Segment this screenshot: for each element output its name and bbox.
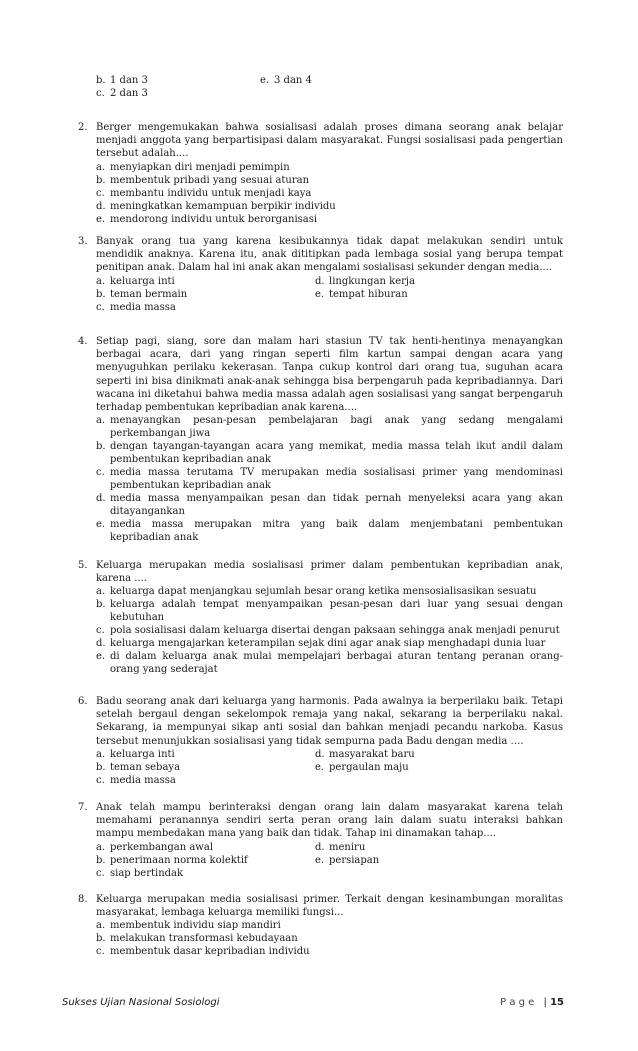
option-text: menyiapkan diri menjadi pemimpin [110, 161, 290, 173]
question-1-tail [78, 74, 563, 100]
question-number: 7. [78, 802, 88, 813]
question-2 [78, 121, 563, 226]
option-text: 2 dan 3 [110, 88, 148, 99]
option [96, 518, 563, 544]
option [96, 932, 563, 945]
option-row [96, 774, 563, 787]
option-letter: e. [315, 854, 325, 866]
option-letter: a. [96, 841, 106, 853]
question-number: 2. [78, 122, 88, 133]
question-options [96, 585, 563, 676]
option-letter: b. [96, 599, 106, 611]
option [96, 440, 563, 466]
option-letter: c. [96, 187, 105, 199]
question-7 [78, 801, 563, 880]
option-letter: b. [96, 854, 106, 866]
option [96, 200, 563, 213]
option [96, 945, 563, 958]
option [96, 624, 563, 637]
option [96, 919, 563, 932]
option [96, 637, 563, 650]
option-text: dengan tayangan-tayangan acara yang memikat, media massa telah ikut andil dalam pembentukan kepribadian anak [110, 441, 563, 466]
question-number: 8. [78, 894, 88, 905]
option-text: di dalam keluarga anak mulai mempelajari berbagai aturan tentang peranan orang-orang yang sederajat [110, 651, 563, 676]
question-8 [78, 893, 563, 958]
option-row [96, 841, 563, 854]
question-number: 3. [78, 236, 88, 247]
option-letter: c. [96, 467, 105, 479]
option-letter: d. [96, 200, 106, 212]
question-stem: Banyak orang tua yang karena kesibukannya tidak dapat melakukan sendiri untuk mendidik anaknya. Karena itu, anak dititipkan pada lembaga sosial yang berupa tempat penitipan anak. Dalam hal ini anak akan mengalami sosialisasi sekunder dengan media.... [96, 236, 563, 274]
option-letter: d. [315, 275, 325, 287]
option-text: siap bertindak [110, 867, 184, 879]
option-text: keluarga dapat menjangkau sejumlah besar orang ketika mensosialisasikan sesuatu [110, 586, 537, 598]
option-text: media massa menyampaikan pesan dan tidak pernah menyeleksi acara yang akan ditayangankan [110, 493, 563, 518]
question-options [96, 841, 563, 880]
option-row [96, 87, 563, 100]
option-letter: e. [96, 213, 106, 225]
question-number: 6. [78, 696, 88, 707]
option-letter: b. [96, 75, 106, 86]
option-text: media massa terutama TV merupakan media sosialisasi primer yang mendominasi pembentukan kepribadian anak [110, 467, 563, 492]
question-5 [78, 559, 563, 676]
option-text: pergaulan maju [329, 761, 409, 773]
question-stem: Anak telah mampu berinteraksi dengan orang lain dalam masyarakat karena telah memahami peranannya sendiri serta peran orang lain dalam suatu interaksi bahkan mampu membedakan mana yang baik dan tidak. Tahap ini dinamakan tahap.... [96, 802, 563, 840]
option-letter: d. [96, 493, 106, 505]
page-label: P a g e [500, 997, 535, 1008]
option-text: keluarga inti [110, 748, 175, 760]
option-row [96, 748, 563, 761]
option-text: keluarga adalah tempat menyampaikan pesan-pesan dari luar yang sesuai dengan kebutuhan [110, 599, 563, 624]
option-text: meniru [329, 841, 366, 853]
option-letter: a. [96, 920, 106, 932]
option-letter: c. [96, 946, 105, 958]
option [96, 598, 563, 624]
option-text: masyarakat baru [329, 748, 415, 760]
option-letter: c. [96, 867, 105, 879]
option-text: lingkungan kerja [329, 275, 415, 287]
option-letter: c. [96, 774, 105, 786]
option-text: media massa merupakan mitra yang baik dalam menjembatani pembentukan kepribadian anak [110, 519, 563, 544]
option-text: 3 dan 4 [274, 75, 312, 86]
option [96, 466, 563, 492]
option-letter: a. [96, 586, 106, 598]
option-text: perkembangan awal [110, 841, 214, 853]
question-options [96, 919, 563, 958]
question-options [96, 161, 563, 226]
option-letter: b. [96, 933, 106, 945]
option-letter: d. [96, 638, 106, 650]
footer-title: Sukses Ujian Nasional Sosiologi [62, 997, 220, 1008]
option [96, 174, 563, 187]
option-text: meningkatkan kemampuan berpikir individu [110, 200, 336, 212]
question-4 [78, 335, 563, 544]
option-row [96, 761, 563, 774]
page-number: 15 [550, 997, 564, 1008]
option-text: 1 dan 3 [110, 75, 148, 86]
question-stem: Badu seorang anak dari keluarga yang harmonis. Pada awalnya ia berperilaku baik. Tetapi setelah bergaul dengan sekelompok remaja yang nakal, sekarang ia berperilaku nakal. Sekarang, ia mempunyai sikap anti sosial dan bahkan menjadi pecandu narkoba. Kasus tersebut menunjukkan sosialisasi yang tidak sempurna pada Badu dengan media …. [96, 696, 563, 747]
option-text: tempat hiburan [329, 288, 408, 300]
option-letter: b. [96, 288, 106, 300]
option-text: penerimaan norma kolektif [110, 854, 248, 866]
option-row [96, 301, 563, 314]
option-letter: a. [96, 275, 106, 287]
option [96, 213, 563, 226]
option [96, 414, 563, 440]
option-row [96, 288, 563, 301]
question-options [96, 748, 563, 787]
question-options [96, 414, 563, 544]
option-text: teman sebaya [110, 761, 181, 773]
option-row [96, 854, 563, 867]
question-stem: Keluarga merupakan media sosialisasi primer dalam pembentukan kepribadian anak, karena .... [96, 560, 563, 585]
option-text: membentuk pribadi yang sesuai aturan [110, 174, 310, 186]
option [96, 187, 563, 200]
option-text: melakukan transformasi kebudayaan [110, 933, 298, 945]
option-letter: c. [96, 301, 105, 313]
option-letter: c. [96, 88, 105, 99]
option-letter: a. [96, 415, 106, 427]
option-text: keluarga inti [110, 275, 175, 287]
option-row [96, 275, 563, 288]
page-separator: | [543, 997, 547, 1008]
option-text: pola sosialisasi dalam keluarga disertai dengan paksaan sehingga anak menjadi penurut [110, 625, 560, 637]
question-stem: Setiap pagi, siang, sore dan malam hari stasiun TV tak henti-hentinya menayangkan berbagai acara, dari yang ringan seperti film kartun sampai dengan acara yang menyuguhkan perilaku kekerasan. Tanpa cukup kontrol dari orang tua, suguhan acara seperti ini bisa dinikmati anak-anak sehingga bisa berpengaruh pada kepribadiannya. Dari wacana ini diketahui bahwa media massa adalah agen sosialisasi yang sangat berpengaruh terhadap pembentukan kepribadian anak karena.... [96, 336, 563, 414]
option-text: teman bermain [110, 288, 188, 300]
option [96, 650, 563, 676]
question-number: 4. [78, 336, 88, 347]
question-options [96, 275, 563, 314]
option-text: media massa [110, 774, 176, 786]
option [96, 161, 563, 174]
option-letter: d. [315, 841, 325, 853]
option-letter: b. [96, 761, 106, 773]
question-1-options [96, 74, 563, 100]
option-letter: e. [315, 288, 325, 300]
question-stem: Keluarga merupakan media sosialisasi primer. Terkait dengan kesinambungan moralitas masyarakat, lembaga keluarga memiliki fungsi... [96, 894, 563, 919]
option-text: persiapan [329, 854, 380, 866]
option-letter: a. [96, 161, 106, 173]
option-letter: e. [260, 75, 270, 86]
option-text: mendorong individu untuk berorganisasi [110, 213, 318, 225]
option-letter: d. [315, 748, 325, 760]
question-6 [78, 695, 563, 787]
option-text: membantu individu untuk menjadi kaya [110, 187, 312, 199]
question-number: 5. [78, 560, 88, 571]
option-row [96, 867, 563, 880]
option-text: membentuk individu siap mandiri [110, 920, 281, 932]
footer-page-info [500, 997, 564, 1008]
option-letter: b. [96, 441, 106, 453]
option-letter: b. [96, 174, 106, 186]
option-text: menayangkan pesan-pesan pembelajaran bagi anak yang sedang mengalami perkembangan jiwa [110, 415, 563, 440]
option [96, 492, 563, 518]
option-text: membentuk dasar kepribadian individu [110, 946, 310, 958]
option-text: keluarga mengajarkan keterampilan sejak dini agar anak siap menghadapi dunia luar [110, 638, 546, 650]
question-3 [78, 235, 563, 314]
option-letter: e. [96, 651, 106, 663]
question-stem: Berger mengemukakan bahwa sosialisasi adalah proses dimana seorang anak belajar menjadi anggota yang berpartisipasi dalam masyarakat. Fungsi sosialisasi pada pengertian tersebut adalah.... [96, 122, 563, 160]
option-letter: e. [96, 519, 106, 531]
option-text: media massa [110, 301, 176, 313]
option-letter: c. [96, 625, 105, 637]
option-letter: e. [315, 761, 325, 773]
option [96, 585, 563, 598]
option-row [96, 74, 396, 87]
option-letter: a. [96, 748, 106, 760]
